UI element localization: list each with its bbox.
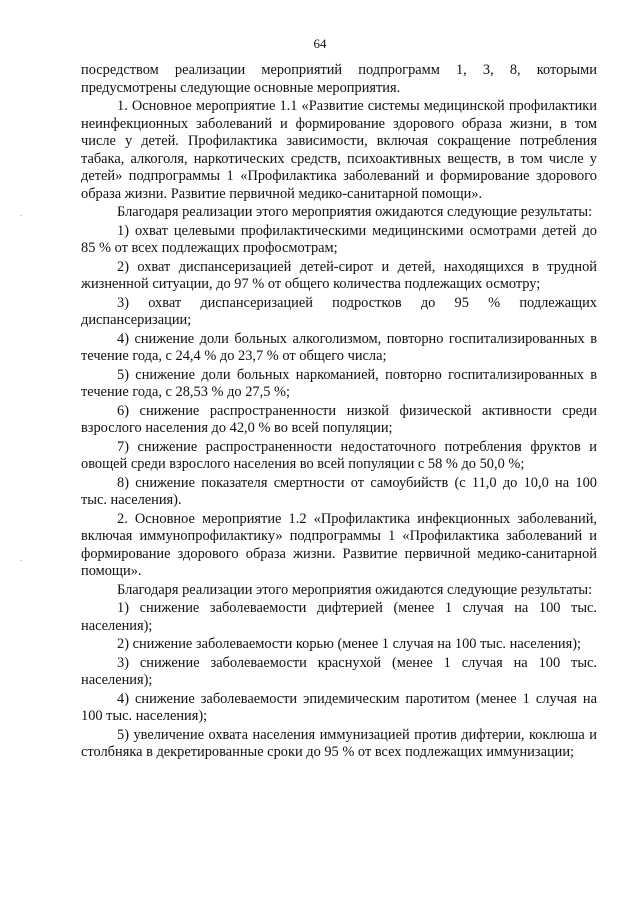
list-item: 2) снижение заболеваемости корью (менее 1 случая на 100 тыс. населения); (117, 636, 582, 653)
scan-margin-mark (20, 560, 22, 561)
list-item: 2) охват диспансеризацией детей-сирот и детей, находящихся в трудной жизненной ситуации, до 97 % от общего количества подлежащих осмотру; (81, 258, 597, 293)
paragraph: 2. Основное мероприятие 1.2 «Профилактика инфекционных заболеваний, включая иммунопрофилактику» подпрограммы 1 «Профилактика заболеваний и формирование здорового образа жизни. Развитие первичной медико-санитарной помощи». (81, 510, 597, 580)
list-item: 4) снижение доли больных алкоголизмом, повторно госпитализированных в течение года, с 24,4 % до 23,7 % от общего числа; (81, 330, 597, 365)
list-item: 3) снижение заболеваемости краснухой (менее 1 случая на 100 тыс. населения); (81, 654, 597, 689)
page-number: 64 (313, 36, 327, 51)
paragraph: посредством реализации мероприятий подпрограмм 1, 3, 8, которыми предусмотрены следующие основные мероприятия. (81, 62, 597, 96)
paragraph: Благодаря реализации этого мероприятия ожидаются следующие результаты: (117, 581, 593, 598)
list-item: 1) охват целевыми профилактическими медицинскими осмотрами детей до 85 % от всех подлежащих профосмотрам; (81, 222, 597, 257)
list-item: 6) снижение распространенности низкой физической активности среди взрослого населения до 42,0 % во всей популяции; (81, 402, 597, 437)
list-item: 5) увеличение охвата населения иммунизацией против дифтерии, коклюша и столбняка в декретированные сроки до 95 % от всех подлежащих иммунизации; (81, 726, 597, 761)
paragraph: 1. Основное мероприятие 1.1 «Развитие системы медицинской профилактики неинфекционных заболеваний и формирование здорового образа жизни, в том числе у детей. Профилактика зависимости, включая сокращение потребления табака, алкоголя, наркотических средств, психоактивных веществ, в том числе у детей» подпрограммы 1 «Профилактика заболеваний и формирование здорового образа жизни. Развитие первичной медико-санитарной помощи». (81, 97, 597, 202)
list-item: 5) снижение доли больных наркоманией, повторно госпитализированных в течение года, с 28,53 % до 27,5 %; (81, 366, 597, 401)
list-item: 1) снижение заболеваемости дифтерией (менее 1 случая на 100 тыс. населения); (81, 600, 597, 634)
list-item: 4) снижение заболеваемости эпидемическим паротитом (менее 1 случая на 100 тыс. населения); (81, 690, 597, 725)
list-item: 7) снижение распространенности недостаточного потребления фруктов и овощей среди взрослого населения во всей популяции с 58 % до 50,0 %; (81, 438, 597, 473)
scan-margin-mark (20, 215, 22, 216)
list-item: 3) охват диспансеризацией подростков до 95 % подлежащих диспансеризации; (81, 294, 597, 329)
list-item: 8) снижение показателя смертности от самоубийств (с 11,0 до 10,0 на 100 тыс. населения). (81, 474, 597, 509)
paragraph: Благодаря реализации этого мероприятия ожидаются следующие результаты: (117, 204, 593, 221)
document-body (81, 62, 597, 763)
